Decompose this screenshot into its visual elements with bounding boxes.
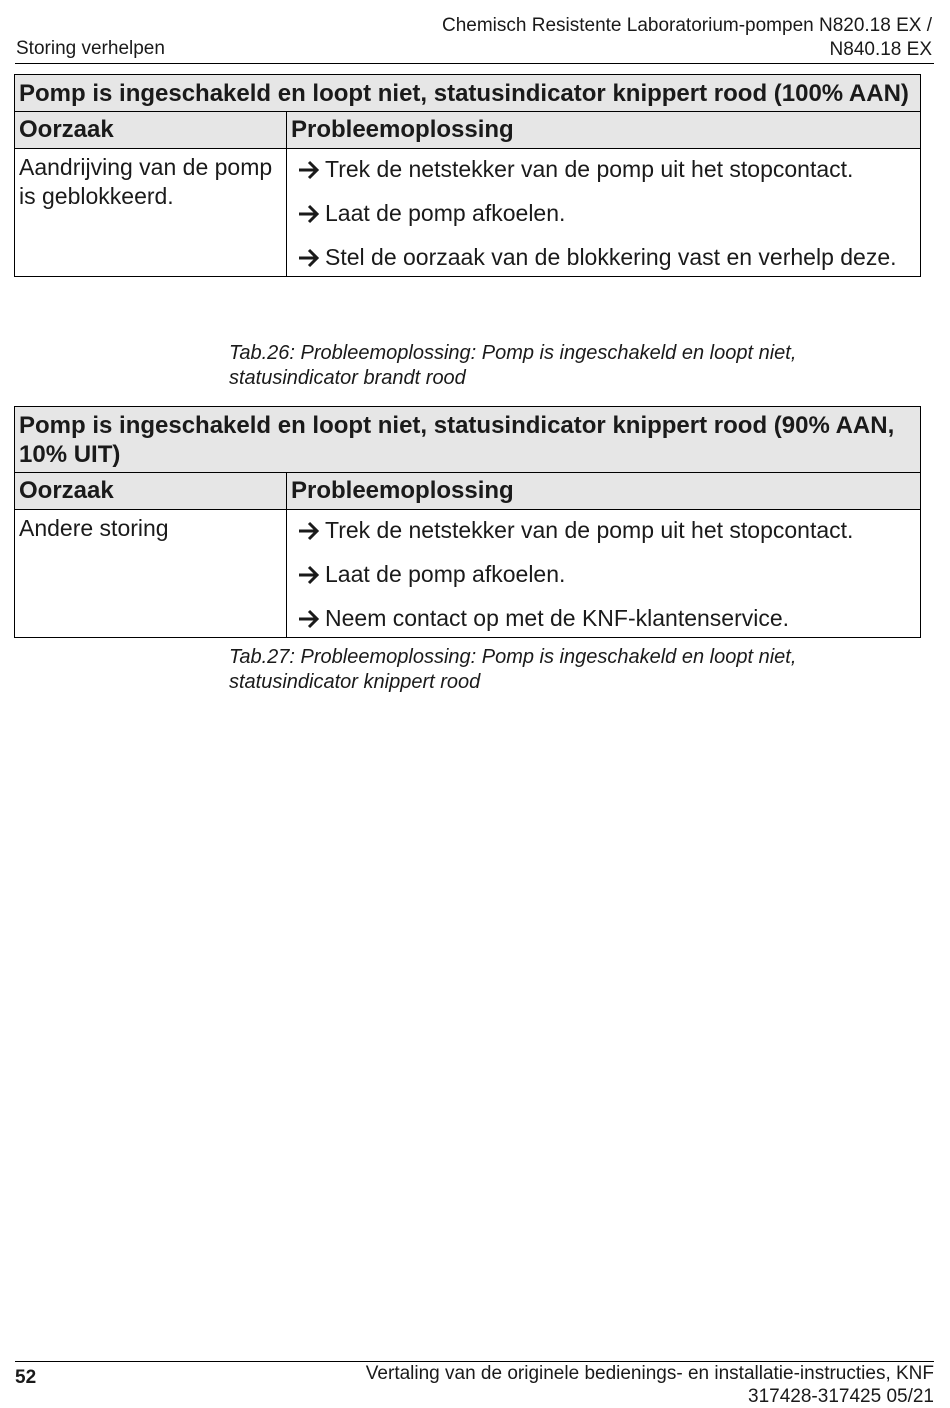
- footer-line-1: Vertaling van de originele bedienings- en installatie-instructies, KNF: [365, 1363, 934, 1384]
- column-header-cause: Oorzaak: [15, 473, 287, 510]
- solution-step: [297, 243, 916, 272]
- solution-step-text: Trek de netstekker van de pomp uit het stopcontact.: [325, 156, 854, 182]
- solution-step-text: Trek de netstekker van de pomp uit het stopcontact.: [325, 517, 854, 543]
- footer-line-2: 317428-317425 05/21: [748, 1386, 934, 1407]
- solution-step: [297, 604, 916, 633]
- solution-cell: [287, 510, 921, 638]
- table-caption: Tab.27: Probleemoplossing: Pomp is ingeschakeld en loopt niet, statusindicator knippert rood: [229, 646, 797, 693]
- solution-step-text: Laat de pomp afkoelen.: [325, 200, 566, 226]
- column-header-cause: Oorzaak: [15, 112, 287, 149]
- table-caption: Tab.26: Probleemoplossing: Pomp is ingeschakeld en loopt niet, statusindicator brandt rood: [229, 342, 797, 389]
- solution-step-text: Laat de pomp afkoelen.: [325, 561, 566, 587]
- arrow-right-icon: [297, 560, 325, 589]
- solution-step: [297, 155, 916, 184]
- product-title: [372, 14, 932, 62]
- arrow-right-icon: [297, 199, 325, 228]
- solution-step: [297, 516, 916, 545]
- arrow-right-icon: [297, 155, 325, 184]
- footer-info: [294, 1362, 934, 1408]
- arrow-right-icon: [297, 516, 325, 545]
- solution-step-text: Neem contact op met de KNF-klantenservice.: [325, 605, 790, 631]
- header-divider: [15, 63, 934, 64]
- column-header-solution: Probleemoplossing: [287, 473, 921, 510]
- column-header-solution: Probleemoplossing: [287, 112, 921, 149]
- product-title-line-2: N840.18 EX: [829, 39, 932, 60]
- solution-step: [297, 199, 916, 228]
- solution-cell: [287, 149, 921, 277]
- solution-step-text: Stel de oorzaak van de blokkering vast en verhelp deze.: [325, 244, 897, 270]
- table-title: Pomp is ingeschakeld en loopt niet, statusindicator knippert rood (100% AAN): [15, 75, 921, 112]
- arrow-right-icon: [297, 243, 325, 272]
- page-number: 52: [15, 1367, 37, 1388]
- solution-step: [297, 560, 916, 589]
- table-title: Pomp is ingeschakeld en loopt niet, statusindicator knippert rood (90% AAN, 10% UIT): [15, 407, 921, 473]
- cause-cell: Aandrijving van de pomp is geblokkeerd.: [15, 149, 287, 277]
- product-title-line-1: Chemisch Resistente Laboratorium-pompen N820.18 EX /: [441, 15, 932, 36]
- troubleshooting-table-26: [14, 74, 921, 277]
- section-title: Storing verhelpen: [16, 38, 165, 59]
- cause-cell: Andere storing: [15, 510, 287, 638]
- arrow-right-icon: [297, 604, 325, 633]
- troubleshooting-table-27: [14, 406, 921, 638]
